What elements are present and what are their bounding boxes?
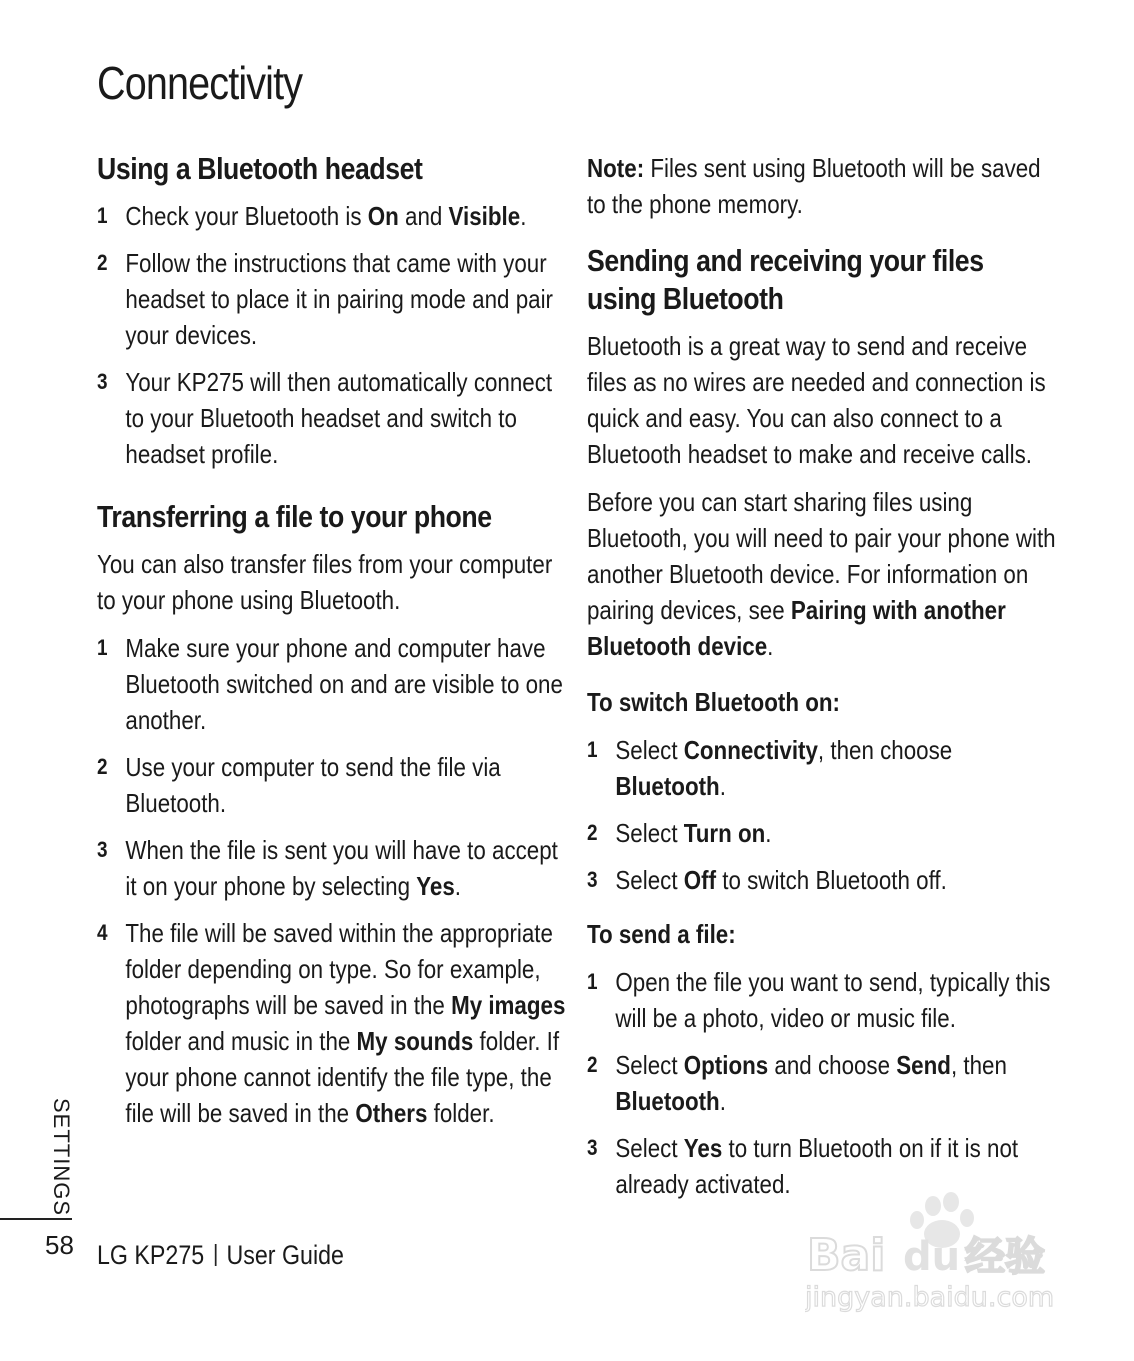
bold-term: Send	[896, 1050, 951, 1080]
note-label: Note:	[587, 153, 645, 183]
watermark-url: jingyan.baidu.com	[805, 1282, 1055, 1313]
text-run: Select	[615, 1050, 684, 1080]
step-number: 3	[97, 837, 108, 862]
text-run: Select	[615, 818, 684, 848]
left-column	[97, 150, 567, 1149]
text-run: Make sure your phone and computer have Bluetooth switched on and are visible to one another.	[125, 633, 563, 735]
list-item	[587, 732, 1056, 804]
list-item	[97, 749, 566, 821]
step-number: 1	[97, 635, 108, 660]
list-item	[97, 630, 566, 738]
text-run: Check your Bluetooth is	[125, 201, 368, 231]
list-item	[97, 198, 566, 234]
bold-term: Bluetooth	[615, 1086, 720, 1116]
bold-term: Options	[683, 1050, 769, 1080]
sending-heading: Sending and receiving your files using Bluetooth	[587, 243, 984, 316]
text-run: Use your computer to send the file via Bluetooth.	[125, 752, 501, 818]
bold-term: My sounds	[356, 1026, 474, 1056]
text-run: folder.	[427, 1098, 495, 1128]
list-item	[97, 245, 566, 353]
step-number: 2	[97, 250, 108, 275]
step-number: 3	[97, 369, 108, 394]
step-number: 2	[587, 1052, 598, 1077]
svg-text:经验: 经验	[965, 1234, 1045, 1280]
list-item	[587, 815, 1056, 851]
text-run: The file will be saved within the appropriate folder depending on type. So for example, photographs will be saved in the	[125, 918, 553, 1020]
text-run: When the file is sent you will have to accept it on your phone by selecting	[125, 835, 558, 901]
text-run: .	[454, 871, 462, 901]
list-item	[587, 964, 1056, 1036]
bold-term: Others	[355, 1098, 428, 1128]
sending-para-2	[587, 484, 1056, 664]
headset-steps	[97, 198, 566, 472]
list-item	[97, 915, 566, 1131]
switch-on-steps	[587, 732, 1056, 898]
svg-text:Bai: Bai	[807, 1230, 886, 1281]
footer-guide: User Guide	[226, 1240, 344, 1270]
bold-term: Bluetooth	[615, 771, 720, 801]
switch-on-heading: To switch Bluetooth on:	[587, 687, 840, 717]
bold-term: Connectivity	[683, 735, 818, 765]
side-divider	[0, 1218, 72, 1220]
right-column	[587, 150, 1057, 1220]
section-side-tab: SETTINGS	[49, 1098, 74, 1217]
note-text: Files sent using Bluetooth will be saved to the phone memory.	[587, 153, 1041, 219]
step-number: 3	[587, 1135, 598, 1160]
bold-term: Off	[683, 865, 717, 895]
step-number: 2	[587, 820, 598, 845]
list-item	[97, 832, 566, 904]
text-run: Your KP275 will then automatically connect to your Bluetooth headset and switch to headset profile.	[125, 367, 553, 469]
step-number: 1	[587, 969, 598, 994]
text-run: Select	[615, 735, 684, 765]
page-number: 58	[45, 1230, 74, 1260]
bold-term: On	[367, 201, 399, 231]
text-run: Open the file you want to send, typically this will be a photo, video or music file.	[615, 967, 1051, 1033]
text-run: .	[719, 1086, 726, 1116]
text-run: .	[765, 818, 772, 848]
transfer-heading: Transferring a file to your phone	[97, 499, 492, 534]
bold-term: Turn on	[683, 818, 766, 848]
text-run: and choose	[768, 1050, 897, 1080]
text-run: Select	[615, 1133, 684, 1163]
text-run: , then	[950, 1050, 1007, 1080]
step-number: 2	[97, 754, 108, 779]
text-run: , then choose	[817, 735, 953, 765]
footer-separator	[214, 1244, 216, 1266]
text-run: and	[398, 201, 449, 231]
svg-text:du: du	[903, 1234, 961, 1280]
send-file-heading: To send a file:	[587, 919, 736, 949]
note-paragraph	[587, 150, 1056, 222]
text-run: Before you can start sharing files using Bluetooth, you will need to pair your phone with another Bluetooth device. For information on pairing devices, see	[587, 487, 1056, 625]
baidu-watermark-logo	[805, 1188, 1065, 1318]
text-run: to turn Bluetooth on if it is not already activated.	[615, 1133, 1019, 1199]
footer-model: LG KP275	[97, 1240, 205, 1270]
headset-heading: Using a Bluetooth headset	[97, 151, 423, 186]
list-item	[587, 1047, 1056, 1119]
text-run: folder and music in the	[125, 1026, 357, 1056]
transfer-intro: You can also transfer files from your computer to your phone using Bluetooth.	[97, 549, 553, 615]
step-number: 1	[97, 203, 108, 228]
page-title: Connectivity	[97, 57, 303, 109]
list-item	[587, 862, 1056, 898]
list-item	[97, 364, 566, 472]
bold-term: Visible	[448, 201, 521, 231]
transfer-steps	[97, 630, 566, 1131]
text-run: to switch Bluetooth off.	[716, 865, 947, 895]
step-number: 3	[587, 867, 598, 892]
text-run: Select	[615, 865, 684, 895]
bold-term: Yes	[416, 871, 455, 901]
send-file-steps	[587, 964, 1056, 1202]
text-run: Follow the instructions that came with your headset to place it in pairing mode and pair your devices.	[125, 248, 553, 350]
step-number: 4	[97, 920, 108, 945]
footer	[97, 1240, 344, 1271]
text-run: .	[719, 771, 726, 801]
sending-para-1: Bluetooth is a great way to send and receive files as no wires are needed and connection is quick and easy. You can also connect to a Bluetooth headset to make and receive calls.	[587, 331, 1046, 469]
text-run: .	[520, 201, 527, 231]
bold-term: My images	[451, 990, 566, 1020]
text-run: folder. If your phone cannot identify the file type, the file will be saved in the	[125, 1026, 560, 1128]
text-run: .	[767, 631, 774, 661]
step-number: 1	[587, 737, 598, 762]
bold-term: Pairing with another Bluetooth device	[587, 595, 1006, 661]
bold-term: Yes	[683, 1133, 723, 1163]
